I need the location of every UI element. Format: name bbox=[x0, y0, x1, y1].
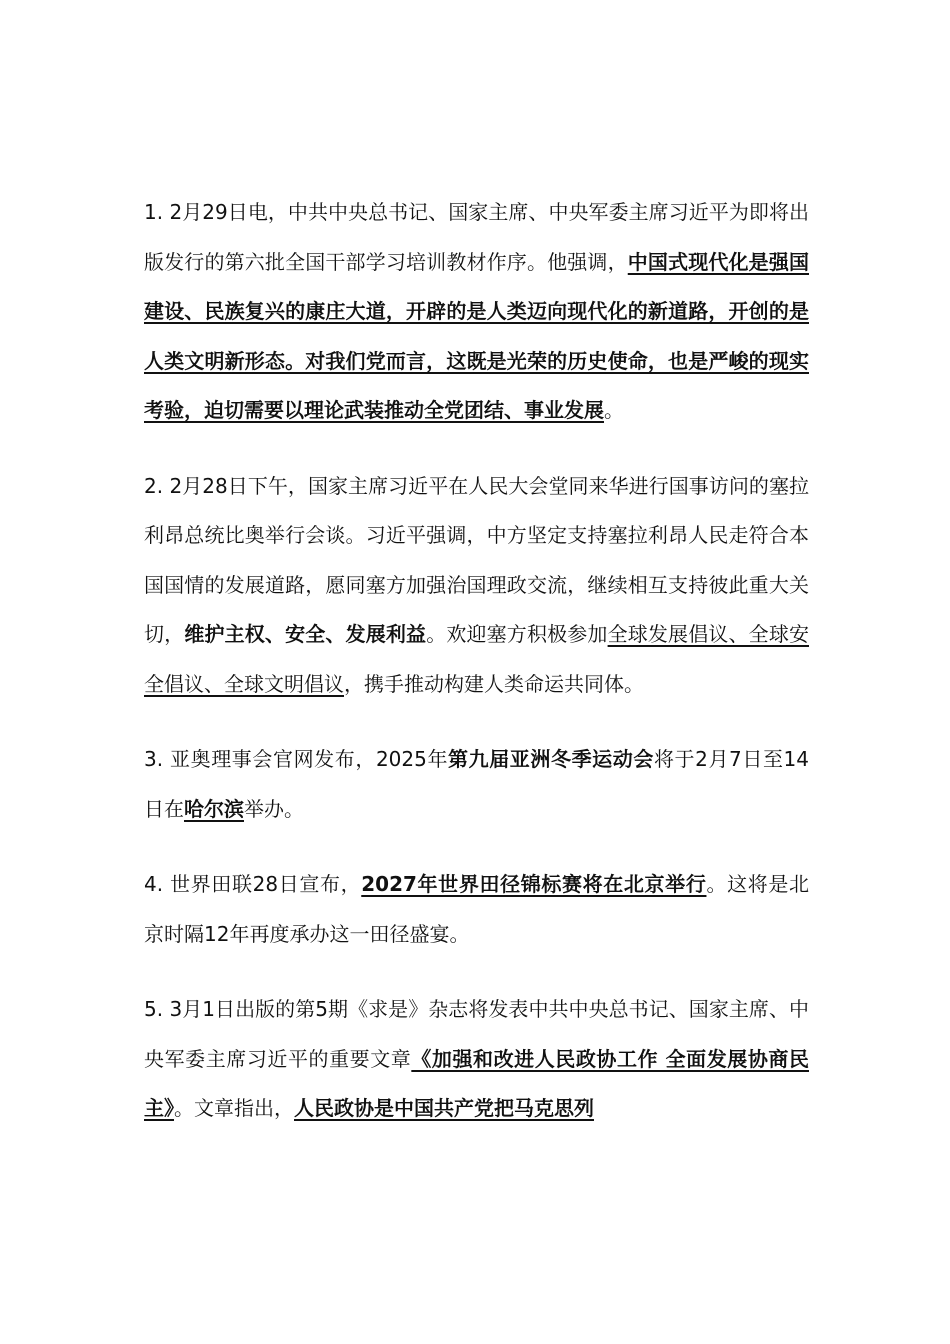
paragraph-2-underline: 全球发展倡议、全球安全倡议、全球文明倡议 bbox=[144, 622, 809, 696]
paragraph-4-end: 。这将是北京时隔12年再度承办这一田径盛宴。 bbox=[144, 872, 809, 946]
paragraph-3-emphasis: 哈尔滨 bbox=[184, 796, 244, 821]
paragraph-4 bbox=[144, 860, 809, 959]
paragraph-5-text: 5. 3月1日出版的第5期《求是》杂志将发表中共中央总书记、国家主席、中央军委主席习近平的重要文章 bbox=[144, 997, 809, 1071]
paragraph-3 bbox=[144, 735, 809, 834]
paragraph-4-emphasis: 2027年世界田径锦标赛将在北京举行 bbox=[361, 872, 707, 896]
paragraph-2 bbox=[144, 462, 809, 710]
paragraph-5-title: 《加强和改进人民政协工作 全面发展协商民主》 bbox=[144, 1046, 809, 1120]
paragraph-5-emphasis: 人民政协是中国共产党把马克思列 bbox=[294, 1096, 594, 1120]
paragraph-1-text: 1. 2月29日电，中共中央总书记、国家主席、中央军委主席习近平为即将出版发行的第六批全国干部学习培训教材作序。他强调， bbox=[144, 200, 809, 274]
paragraph-5 bbox=[144, 985, 809, 1134]
paragraph-3-text: 3. 亚奥理事会官网发布，2025年 bbox=[144, 747, 449, 771]
paragraph-5-text-2: 。文章指出， bbox=[174, 1096, 294, 1120]
paragraph-3-text-2: 将于2月7日至14日在 bbox=[144, 747, 809, 821]
paragraph-1 bbox=[144, 188, 809, 436]
paragraph-4-text: 4. 世界田联28日宣布， bbox=[144, 872, 362, 896]
paragraph-2-text: 2. 2月28日下午，国家主席习近平在人民大会堂同来华进行国事访问的塞拉利昂总统比奥举行会谈。习近平强调，中方坚定支持塞拉利昂人民走符合本国国情的发展道路，愿同塞方加强治国理政交流，继续相互支持彼此重大关切， bbox=[144, 473, 809, 646]
paragraph-3-end: 举办。 bbox=[244, 796, 304, 821]
paragraph-1-end: 。 bbox=[604, 398, 624, 422]
document-body bbox=[144, 188, 809, 1160]
paragraph-2-text-2: 。欢迎塞方积极参加 bbox=[426, 622, 608, 646]
paragraph-3-bold: 第九届亚洲冬季运动会 bbox=[448, 747, 654, 771]
paragraph-1-emphasis: 中国式现代化是强国建设、民族复兴的康庄大道，开辟的是人类迈向现代化的新道路，开创的是人类文明新形态。对我们党而言，这既是光荣的历史使命，也是严峻的现实考验，迫切需要以理论武装推动全党团结、事业发展 bbox=[144, 249, 809, 422]
paragraph-2-bold: 维护主权、安全、发展利益 bbox=[184, 622, 427, 646]
paragraph-2-end: ，携手推动构建人类命运共同体。 bbox=[344, 671, 644, 696]
